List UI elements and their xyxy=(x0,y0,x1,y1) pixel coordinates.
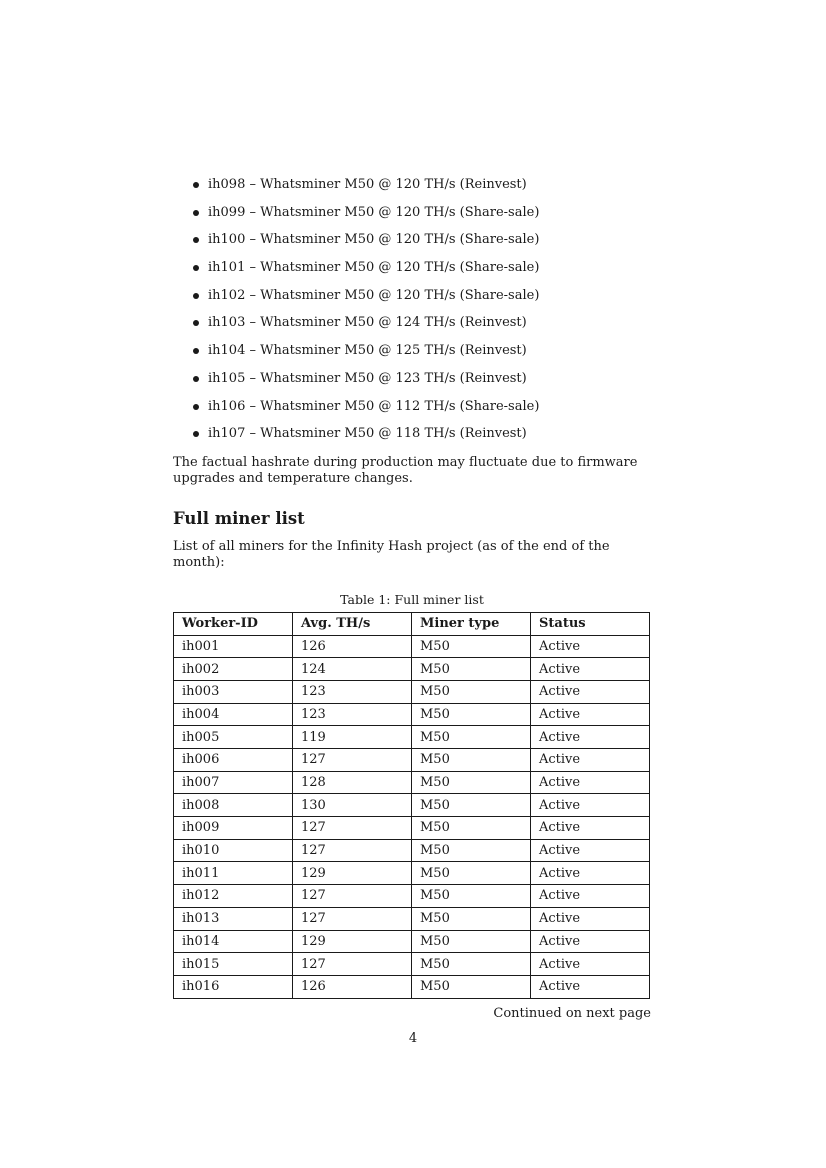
miner-bullet-list xyxy=(173,171,651,448)
table-cell: 127 xyxy=(293,839,412,862)
table-cell: 129 xyxy=(293,862,412,885)
table-cell: 127 xyxy=(293,953,412,976)
bullet-icon xyxy=(193,293,199,299)
table-cell: ih004 xyxy=(174,703,293,726)
table-cell: Active xyxy=(531,975,650,998)
list-item xyxy=(173,365,651,393)
table-cell: Active xyxy=(531,658,650,681)
hashrate-note: The factual hashrate during production may fluctuate due to firmware upgrades and temperature changes. xyxy=(173,454,638,487)
table-body xyxy=(174,635,650,998)
table-cell: 128 xyxy=(293,771,412,794)
table-cell: 127 xyxy=(293,817,412,840)
table-cell: ih013 xyxy=(174,907,293,930)
table-row xyxy=(174,817,650,840)
table-cell: 130 xyxy=(293,794,412,817)
list-item-text: ih101 – Whatsminer M50 @ 120 TH/s (Share-sale) xyxy=(208,260,540,276)
table-row xyxy=(174,726,650,749)
page-number: 4 xyxy=(408,1031,418,1046)
list-item xyxy=(173,199,651,227)
bullet-icon xyxy=(193,320,199,326)
table-row xyxy=(174,839,650,862)
table-row xyxy=(174,749,650,772)
table-cell: 126 xyxy=(293,635,412,658)
table-cell: M50 xyxy=(412,817,531,840)
table-cell: ih006 xyxy=(174,749,293,772)
table-cell: ih005 xyxy=(174,726,293,749)
table-cell: 123 xyxy=(293,703,412,726)
bullet-icon xyxy=(193,431,199,437)
table-row xyxy=(174,907,650,930)
list-item-text: ih099 – Whatsminer M50 @ 120 TH/s (Share-sale) xyxy=(208,204,540,220)
table-cell: M50 xyxy=(412,930,531,953)
continued-note: Continued on next page xyxy=(493,1005,651,1021)
table-cell: ih010 xyxy=(174,839,293,862)
table-row xyxy=(174,930,650,953)
table-row xyxy=(174,771,650,794)
table-cell: ih015 xyxy=(174,953,293,976)
table-cell: Active xyxy=(531,817,650,840)
table-cell: M50 xyxy=(412,680,531,703)
list-item xyxy=(173,282,651,310)
bullet-icon xyxy=(193,265,199,271)
table-cell: Active xyxy=(531,839,650,862)
list-item xyxy=(173,393,651,421)
table-cell: M50 xyxy=(412,658,531,681)
table-cell: 124 xyxy=(293,658,412,681)
table-cell: 123 xyxy=(293,680,412,703)
column-header: Worker-ID xyxy=(174,612,293,635)
section-heading: Full miner list xyxy=(173,508,305,528)
table-cell: ih008 xyxy=(174,794,293,817)
table-row xyxy=(174,680,650,703)
table-cell: ih014 xyxy=(174,930,293,953)
table-cell: ih011 xyxy=(174,862,293,885)
list-item-text: ih107 – Whatsminer M50 @ 118 TH/s (Reinvest) xyxy=(208,426,527,442)
table-cell: Active xyxy=(531,930,650,953)
table-cell: M50 xyxy=(412,839,531,862)
table-cell: ih007 xyxy=(174,771,293,794)
table-cell: Active xyxy=(531,726,650,749)
column-header: Avg. TH/s xyxy=(293,612,412,635)
table-cell: M50 xyxy=(412,771,531,794)
table-cell: ih012 xyxy=(174,885,293,908)
table-cell: 127 xyxy=(293,885,412,908)
list-item-text: ih105 – Whatsminer M50 @ 123 TH/s (Reinvest) xyxy=(208,370,527,386)
bullet-icon xyxy=(193,404,199,410)
table-cell: M50 xyxy=(412,635,531,658)
section-intro: List of all miners for the Infinity Hash project (as of the end of the month): xyxy=(173,538,610,570)
table-cell: Active xyxy=(531,953,650,976)
list-item-text: ih104 – Whatsminer M50 @ 125 TH/s (Reinvest) xyxy=(208,343,527,359)
document-page xyxy=(173,171,651,1022)
table-cell: Active xyxy=(531,771,650,794)
table-cell: M50 xyxy=(412,885,531,908)
table-cell: Active xyxy=(531,794,650,817)
table-cell: M50 xyxy=(412,975,531,998)
column-header: Miner type xyxy=(412,612,531,635)
table-cell: ih002 xyxy=(174,658,293,681)
bullet-icon xyxy=(193,376,199,382)
table-cell: Active xyxy=(531,635,650,658)
table-cell: ih009 xyxy=(174,817,293,840)
table-caption: Table 1: Full miner list xyxy=(340,591,484,607)
table-cell: M50 xyxy=(412,953,531,976)
table-cell: Active xyxy=(531,862,650,885)
list-item-text: ih106 – Whatsminer M50 @ 112 TH/s (Share-sale) xyxy=(208,398,540,414)
bullet-icon xyxy=(193,210,199,216)
column-header: Status xyxy=(531,612,650,635)
list-item xyxy=(173,309,651,337)
table-cell: Active xyxy=(531,749,650,772)
table-row xyxy=(174,953,650,976)
list-item xyxy=(173,226,651,254)
table-cell: 127 xyxy=(293,907,412,930)
miner-table xyxy=(173,612,650,999)
table-row xyxy=(174,658,650,681)
table-header-row xyxy=(174,612,650,635)
table-cell: ih001 xyxy=(174,635,293,658)
table-cell: Active xyxy=(531,680,650,703)
table-cell: 119 xyxy=(293,726,412,749)
list-item xyxy=(173,171,651,199)
bullet-icon xyxy=(193,182,199,188)
table-row xyxy=(174,885,650,908)
list-item xyxy=(173,420,651,448)
table-cell: M50 xyxy=(412,907,531,930)
bullet-icon xyxy=(193,348,199,354)
table-cell: M50 xyxy=(412,726,531,749)
table-cell: Active xyxy=(531,907,650,930)
table-cell: 129 xyxy=(293,930,412,953)
table-cell: 127 xyxy=(293,749,412,772)
table-cell: Active xyxy=(531,703,650,726)
table-row xyxy=(174,635,650,658)
list-item xyxy=(173,337,651,365)
list-item xyxy=(173,254,651,282)
table-cell: M50 xyxy=(412,862,531,885)
table-cell: ih003 xyxy=(174,680,293,703)
table-cell: M50 xyxy=(412,794,531,817)
table-row xyxy=(174,862,650,885)
list-item-text: ih100 – Whatsminer M50 @ 120 TH/s (Share-sale) xyxy=(208,232,540,248)
list-item-text: ih098 – Whatsminer M50 @ 120 TH/s (Reinvest) xyxy=(208,177,527,192)
list-item-text: ih102 – Whatsminer M50 @ 120 TH/s (Share-sale) xyxy=(208,287,540,303)
table-cell: ih016 xyxy=(174,975,293,998)
bullet-icon xyxy=(193,237,199,243)
table-cell: 126 xyxy=(293,975,412,998)
table-cell: Active xyxy=(531,885,650,908)
table-row xyxy=(174,794,650,817)
table-row xyxy=(174,975,650,998)
table-row xyxy=(174,703,650,726)
table-cell: M50 xyxy=(412,749,531,772)
table-cell: M50 xyxy=(412,703,531,726)
list-item-text: ih103 – Whatsminer M50 @ 124 TH/s (Reinvest) xyxy=(208,315,527,331)
